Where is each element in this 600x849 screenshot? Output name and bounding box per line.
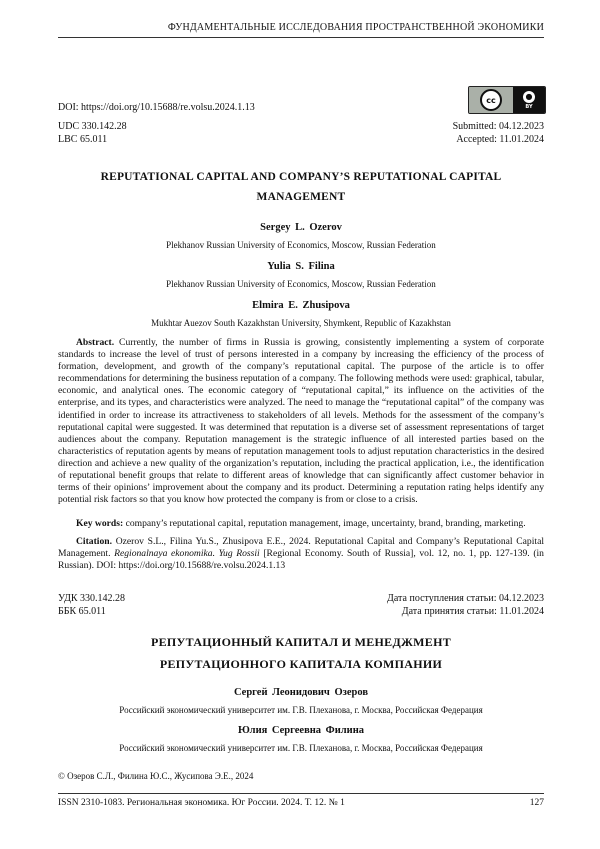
udc-code-ru: УДК 330.142.28 — [58, 593, 126, 604]
author-affiliation: Plekhanov Russian University of Economics, Moscow, Russian Federation — [166, 240, 436, 250]
lbc-code: LBC 65.011 — [58, 134, 108, 145]
submitted-date: Submitted: 04.12.2023 — [452, 121, 544, 132]
citation-label: Citation. — [76, 536, 112, 547]
copyright-notice: © Озеров С.Л., Филина Ю.С., Жусипова Э.Е., 2024 — [58, 771, 254, 781]
cc-icon: cc — [480, 89, 502, 111]
author-name-ru: Сергей Леонидович Озеров — [233, 687, 369, 698]
article-title-en: REPUTATIONAL CAPITAL AND COMPANY’S REPUTATIONAL CAPITAL MANAGEMENT — [100, 171, 502, 203]
classification-en — [58, 120, 127, 146]
author-name-ru: Юлия Сергеевна Филина — [238, 725, 364, 736]
abstract-text: Currently, the number of firms in Russia is growing, consistently implementing a system of corporate standards to increase the level of trust of persons interested in a company by increasing the efficiency of the process of formation, development, and growth of the company’s reputational capital. The purpose of the article is to offer recommendations for determining the business reputation of a company. The following methods were used: graphical, tabular, economic, and analytical ones. The economic category of “reputational capital,” its influence on the activities of the enterprise, and its types, and characteristics were analyzed. The need to manage the “reputational capital” of the company was identified in order to increase its attractiveness to stakeholders of all levels. Methods for the assessment of the company’s reputational capital were suggested. It was determined that reputation is a diverse set of assessment representations of target audiences about the company. Reputation management is the strategic influence of all interested parties based on the characteristics of reputation agents by means of reputation management tools to adjust reputation characteristics in the desired direction and achieve a new quality of the organization’s reputation, including the practical application, i.e., the identification of reputational benefit groups that relate to different areas of knowledge that can significantly affect customer behavior in terms of their opinions’ improvement about the company and its product. Determining a reputation rating helps identify any potential risk factors so that you know how protected the company is from or close to a crisis. — [58, 337, 544, 506]
header-rule — [58, 37, 544, 38]
abstract — [58, 337, 544, 506]
cc-by-license-badge[interactable] — [468, 86, 546, 114]
cc-icon-block — [469, 87, 513, 113]
page-number: 127 — [529, 798, 544, 808]
citation-journal: Regionalnaya ekonomika. Yug Rossii — [114, 548, 260, 560]
author-name: Yulia S. Filina — [267, 261, 335, 272]
author-affiliation: Plekhanov Russian University of Economics, Moscow, Russian Federation — [166, 279, 436, 289]
abstract-label: Abstract. — [76, 337, 115, 348]
dates-ru — [387, 592, 544, 618]
submitted-date-ru: Дата поступления статьи: 04.12.2023 — [387, 593, 544, 604]
article-title-ru: РЕПУТАЦИОННЫЙ КАПИТАЛ И МЕНЕДЖМЕНТ РЕПУТАЦИОННОГО КАПИТАЛА КОМПАНИИ — [150, 635, 452, 671]
lbc-code-ru: ББК 65.011 — [58, 606, 106, 617]
udc-code: UDC 330.142.28 — [58, 121, 127, 132]
by-label: BY — [525, 103, 533, 110]
classification-ru — [58, 592, 125, 618]
accepted-date: Accepted: 11.01.2024 — [456, 134, 544, 145]
doi-link[interactable]: DOI: https://doi.org/10.15688/re.volsu.2024.1.13 — [58, 102, 255, 113]
attribution-block — [513, 87, 545, 113]
author-name: Sergey L. Ozerov — [260, 222, 342, 233]
dates-en — [453, 120, 544, 146]
footer-issn: ISSN 2310-1083. Региональная экономика. Юг России. 2024. Т. 12. № 1 — [58, 798, 345, 808]
author-affiliation-ru: Российский экономический университет им. Г.В. Плеханова, г. Москва, Российская Федерация — [119, 743, 483, 753]
footer-rule — [58, 793, 544, 794]
keywords-text: company’s reputational capital, reputation management, image, uncertainty, brand, branding, marketing. — [125, 518, 526, 529]
citation: Citation. Ozerov S.L., Filina Yu.S., Zhusipova E.E., 2024. Reputational Capital and Company’s Reputational Capital Management. Regionalnaya ekonomika. Yug Rossii [Regional Economy. South of Russia], vol. 12, no. 1, pp. 127-139. (in Russian). DOI: https://doi.org/10.15688/re.volsu.2024.1.13 — [58, 536, 544, 572]
accepted-date-ru: Дата принятия статьи: 11.01.2024 — [401, 606, 544, 617]
journal-header: ФУНДАМЕНТАЛЬНЫЕ ИССЛЕДОВАНИЯ ПРОСТРАНСТВЕННОЙ ЭКОНОМИКИ — [167, 22, 544, 33]
attribution-person-icon: ● — [523, 91, 535, 103]
author-affiliation-ru: Российский экономический университет им. Г.В. Плеханова, г. Москва, Российская Федерация — [119, 705, 483, 715]
author-affiliation: Mukhtar Auezov South Kazakhstan University, Shymkent, Republic of Kazakhstan — [151, 318, 451, 328]
keywords-label: Key words: — [76, 518, 124, 529]
author-name: Elmira E. Zhusipova — [252, 300, 350, 311]
keywords — [58, 518, 544, 530]
